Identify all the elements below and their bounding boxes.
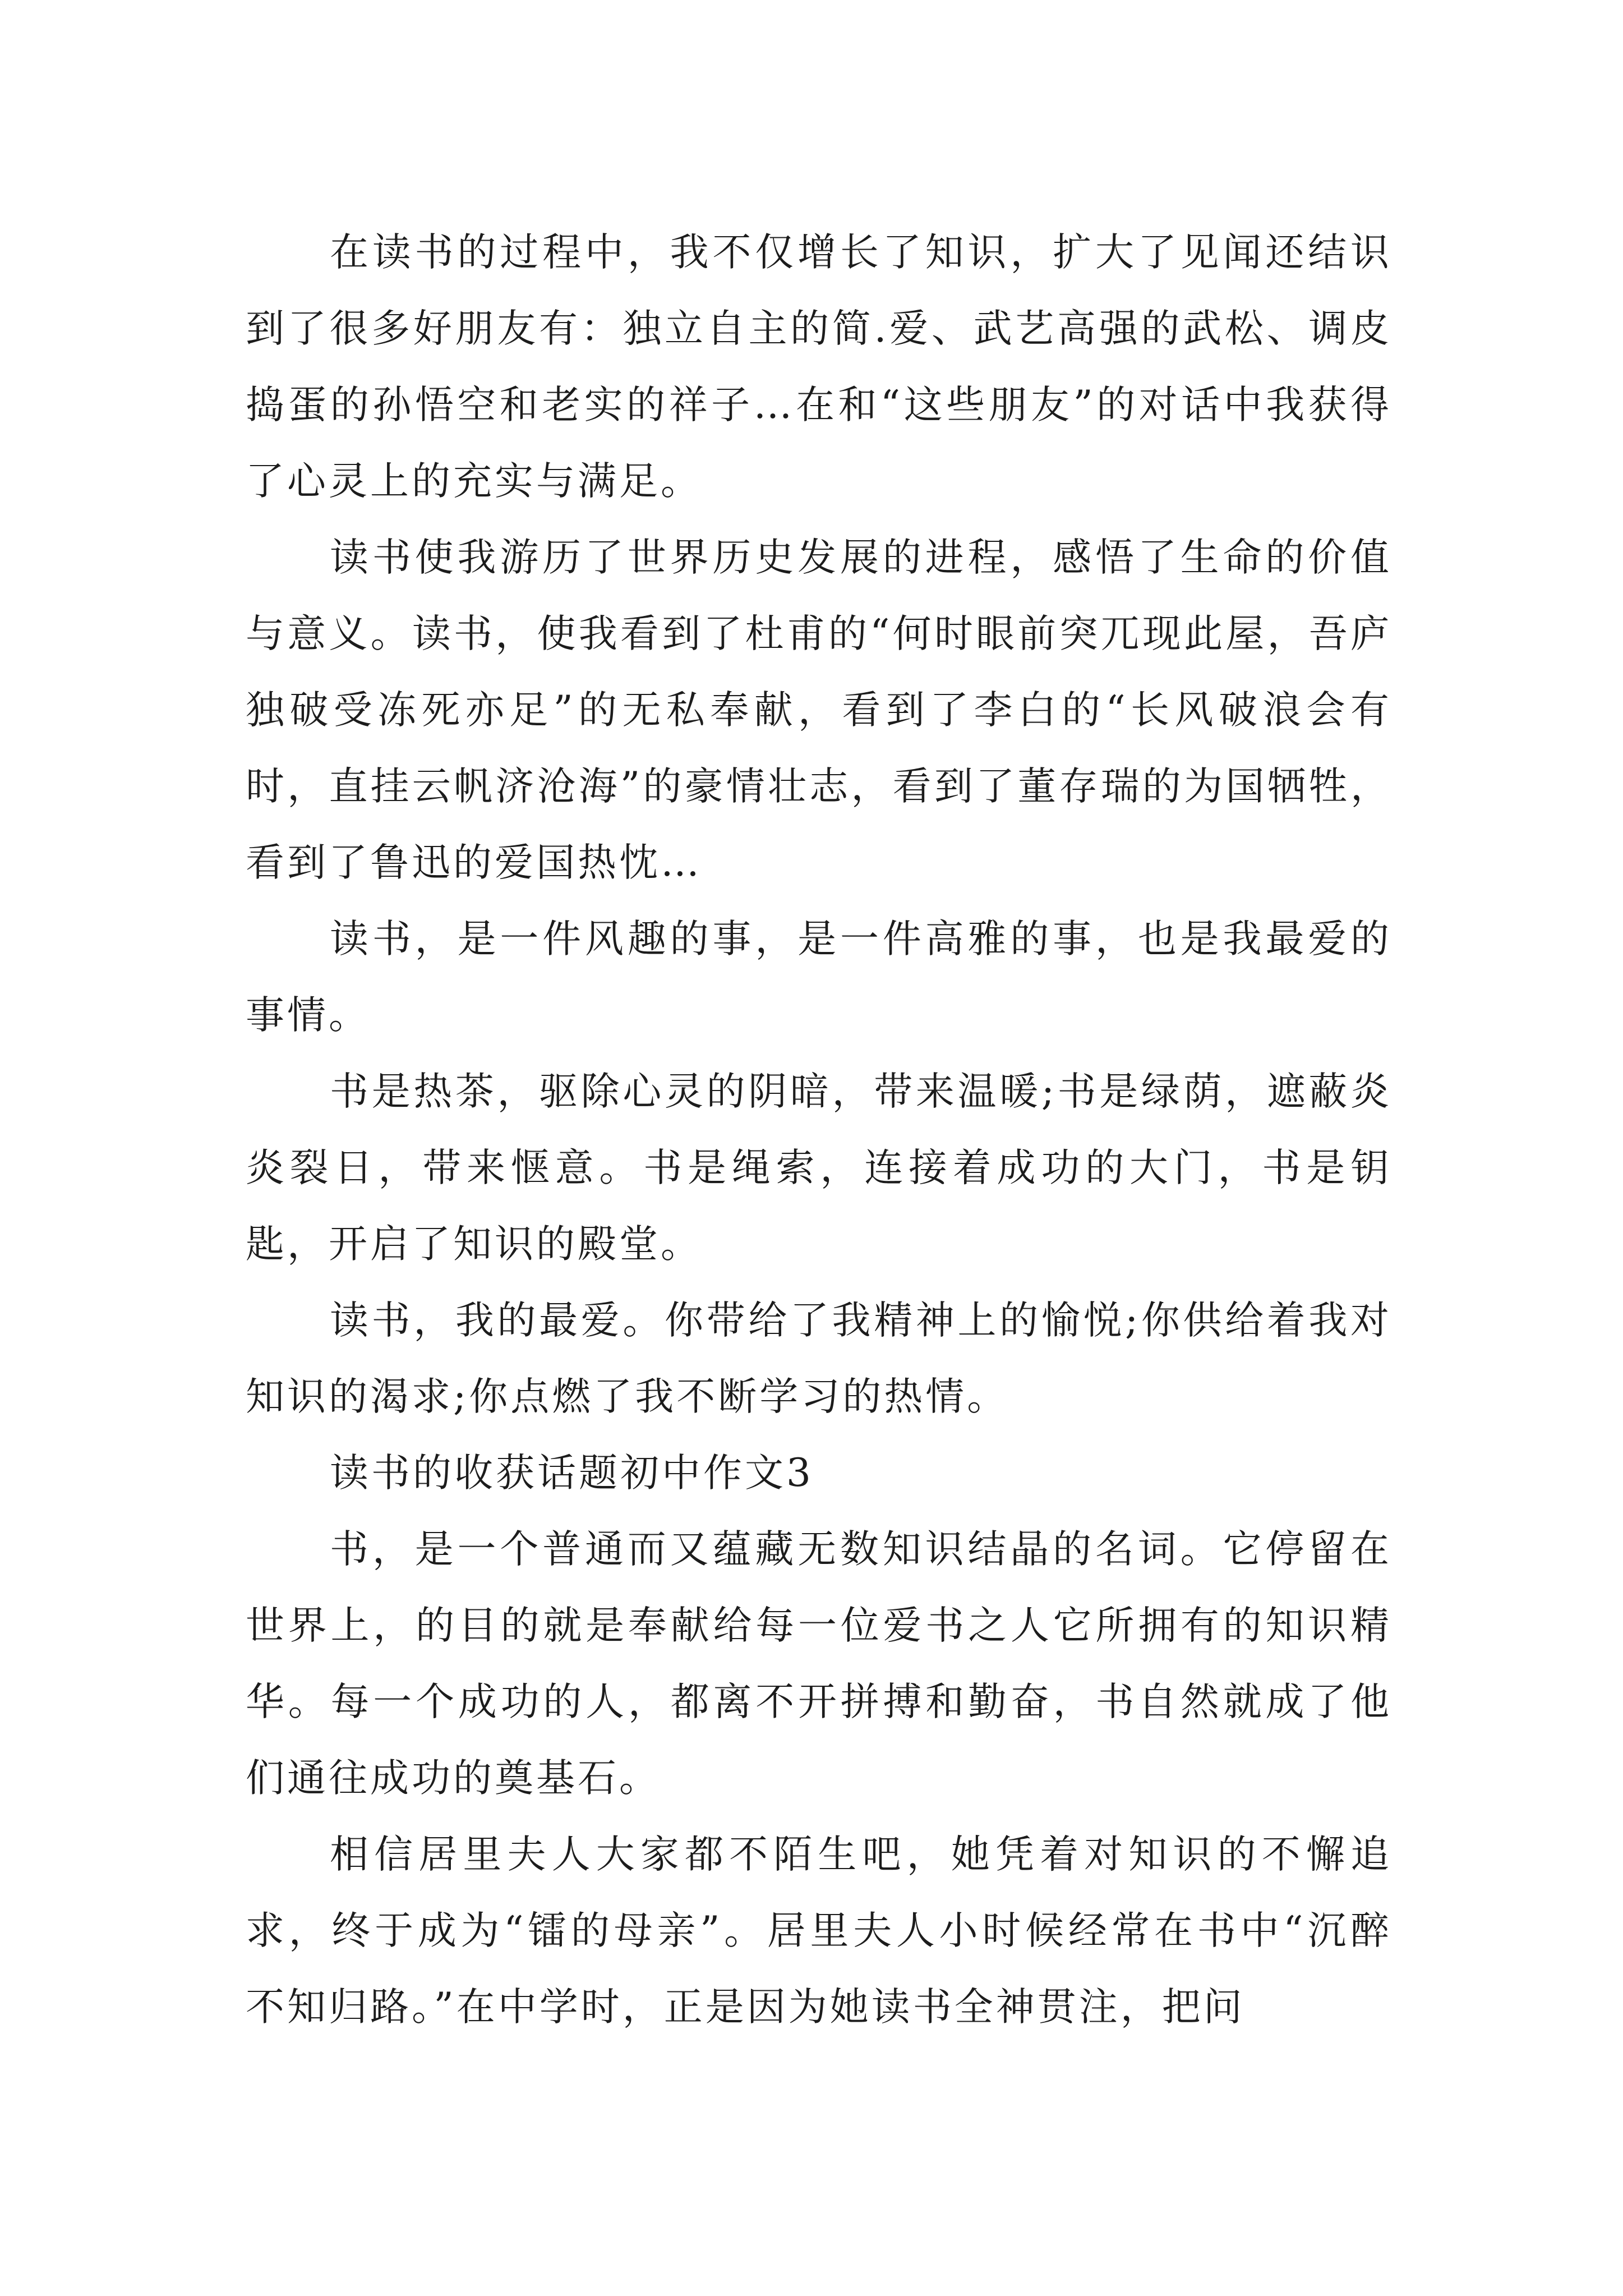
paragraph-3: 读书，是一件风趣的事，是一件高雅的事，也是我最爱的事情。 (246, 917, 1392, 1038)
section-paragraph-2: 相信居里夫人大家都不陌生吧，她凭着对知识的不懈追求，终于成为“镭的母亲”。居里夫人小时候经常在书中“沉醉不知归路。”在中学时，正是因为她读书全神贯注，把问 (246, 1832, 1392, 2030)
document-body (246, 214, 1392, 2045)
paragraph-1: 在读书的过程中，我不仅增长了知识，扩大了见闻还结识到了很多好朋友有：独立自主的简.爱、武艺高强的武松、调皮捣蛋的孙悟空和老实的祥子…在和“这些朋友”的对话中我获得了心灵上的充实与满足。 (246, 230, 1392, 504)
section-paragraph-1: 书，是一个普通而又蕴藏无数知识结晶的名词。它停留在世界上，的目的就是奉献给每一位爱书之人它所拥有的知识精华。每一个成功的人，都离不开拼搏和勤奋，书自然就成了他们通往成功的奠基石。 (246, 1527, 1392, 1801)
paragraph-4: 书是热茶，驱除心灵的阴暗，带来温暖;书是绿荫，遮蔽炎炎裂日，带来惬意。书是绳索，连接着成功的大门，书是钥匙，开启了知识的殿堂。 (246, 1069, 1392, 1267)
section-heading: 读书的收获话题初中作文3 (330, 1451, 814, 1496)
paragraph-5: 读书，我的最爱。你带给了我精神上的愉悦;你供给着我对知识的渴求;你点燃了我不断学习的热情。 (246, 1298, 1392, 1419)
paragraph-2: 读书使我游历了世界历史发展的进程，感悟了生命的价值与意义。读书，使我看到了杜甫的“何时眼前突兀现此屋，吾庐独破受冻死亦足”的无私奉献，看到了李白的“长风破浪会有时，直挂云帆济沧海”的豪情壮志，看到了董存瑞的为国牺牲，看到了鲁迅的爱国热忱… (246, 535, 1392, 885)
